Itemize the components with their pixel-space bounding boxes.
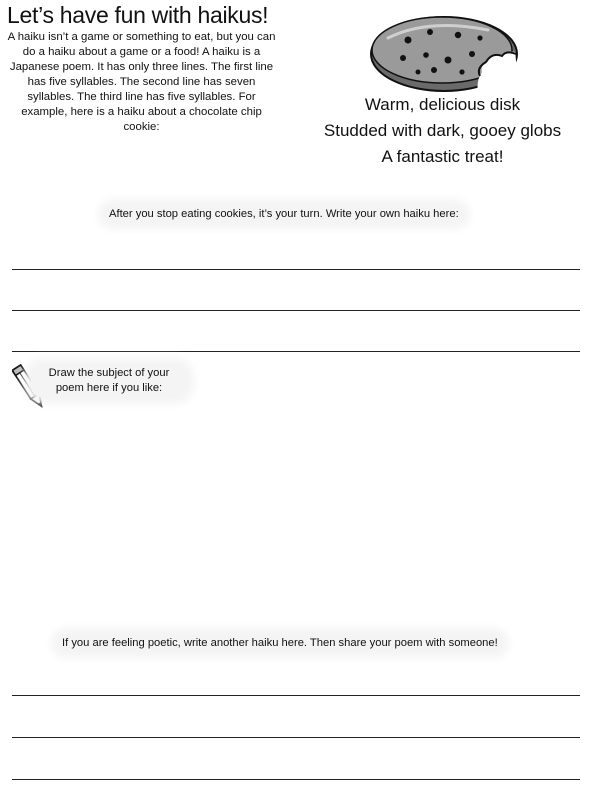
draw-prompt: Draw the subject of your poem here if you like:: [31, 365, 187, 397]
example-haiku: [300, 92, 585, 170]
writing-line[interactable]: [12, 310, 580, 311]
haiku-line-3: A fantastic treat!: [381, 147, 504, 166]
cookie-icon: [368, 10, 520, 94]
worksheet-title: Let’s have fun with haikus!: [7, 2, 269, 28]
writing-line[interactable]: [12, 351, 580, 352]
writing-line[interactable]: [12, 269, 580, 270]
write-own-prompt: After you stop eating cookies, it’s your turn. Write your own haiku here:: [105, 206, 463, 222]
haiku-line-1: Warm, delicious disk: [364, 95, 521, 114]
haiku-line-2: Studded with dark, gooey globs: [323, 121, 562, 140]
write-another-prompt: If you are feeling poetic, write another haiku here. Then share your poem with someone!: [58, 635, 502, 651]
writing-line[interactable]: [12, 737, 580, 738]
writing-line[interactable]: [12, 695, 580, 696]
writing-line[interactable]: [12, 779, 580, 780]
intro-paragraph: A haiku isn’t a game or something to eat, but you can do a haiku about a game or a food! A haiku is a Japanese poem. It has only three lines. The first line has five syllables. The second line has seven syllables. The third line has five syllables. For example, here is a haiku about a chocolate chip cookie:: [7, 31, 276, 133]
